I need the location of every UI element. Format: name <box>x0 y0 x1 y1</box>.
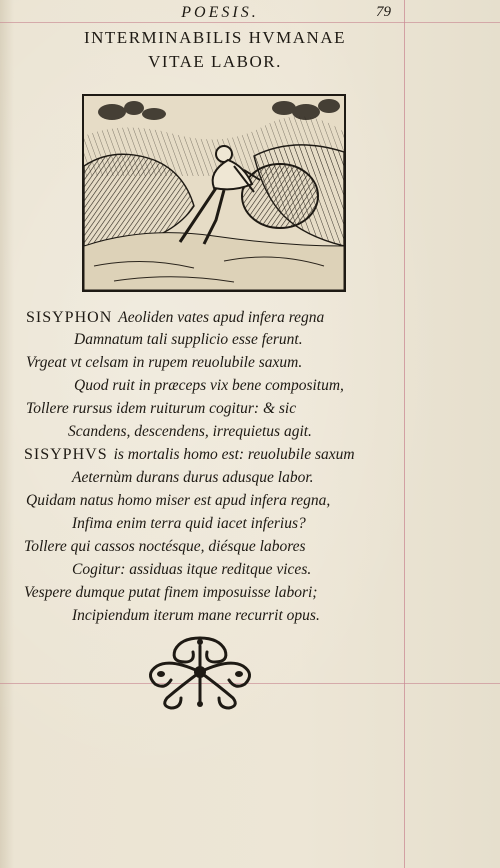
poem-line <box>72 560 311 580</box>
poem-line <box>72 606 320 626</box>
poem-line-text: Quod ruit in præceps vix bene compositum, <box>74 377 344 394</box>
sisyphus-woodcut <box>82 94 346 292</box>
poem-line-text: Infima enim terra quid iacet inferius? <box>72 515 306 532</box>
running-head: POESIS. <box>181 4 259 21</box>
poem-line-text: Vrgeat vt celsam in rupem reuolubile saxum. <box>26 354 303 371</box>
poem-line <box>24 537 306 557</box>
ruling-line-vertical <box>404 0 405 868</box>
poem-line <box>26 308 324 328</box>
poem-line-text: Aeternùm durans durus adusque labor. <box>72 469 314 486</box>
poem-line <box>72 468 314 488</box>
poem-line <box>26 491 330 511</box>
poem-line-text: Aeoliden vates apud infera regna <box>118 309 325 326</box>
poem-line <box>24 445 355 465</box>
poem-line <box>72 514 306 534</box>
fleuron-ornament <box>141 632 259 712</box>
woodcut-drawing <box>84 96 344 290</box>
poem-line <box>74 330 303 350</box>
poem-line-text: Incipiendum iterum mane recurrit opus. <box>72 607 320 624</box>
poem-line-text: Scandens, descendens, irrequietus agit. <box>68 423 312 440</box>
poem-line-caps: SISYPHON <box>26 309 113 326</box>
emblem-title-line-1: INTERMINABILIS HVMANAE <box>83 28 346 47</box>
poem-line-text: is mortalis homo est: reuolubile saxum <box>113 446 355 463</box>
poem-line-text: Tollere qui cassos noctésque, diésque labores <box>24 538 306 555</box>
poem-line-text: Damnatum tali supplicio esse ferunt. <box>74 331 303 348</box>
poem-line <box>74 376 344 396</box>
poem-line-text: Cogitur: assiduas itque reditque vices. <box>72 561 312 578</box>
poem-line <box>68 422 312 442</box>
poem-line <box>26 353 302 373</box>
poem-line-text: Quidam natus homo miser est apud infera regna, <box>26 492 331 509</box>
fleuron-drawing <box>141 632 259 712</box>
poem-line <box>26 399 296 419</box>
poem-line-caps: SISYPHVS <box>24 446 108 463</box>
poem-line-text: Tollere rursus idem ruiturum cogitur: & sic <box>26 400 297 417</box>
emblem-title-line-2: VITAE LABOR. <box>148 52 282 71</box>
ruling-line-top <box>0 22 500 23</box>
boulder <box>242 164 318 228</box>
poem-line-text: Vespere dumque putat finem imposuisse labori; <box>24 584 318 601</box>
page-number: 79 <box>376 4 391 20</box>
poem-line <box>24 583 317 603</box>
